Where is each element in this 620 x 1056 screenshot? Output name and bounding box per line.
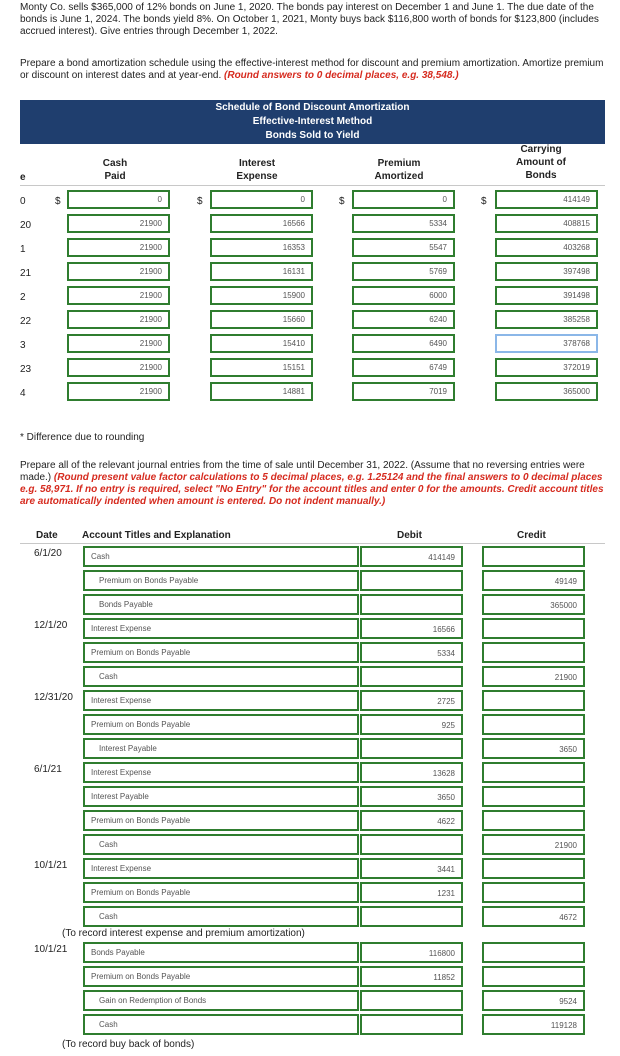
journal-row xyxy=(20,966,605,990)
journal-row xyxy=(20,570,605,594)
credit-input[interactable]: 119128 xyxy=(482,1014,585,1035)
journal-row xyxy=(20,594,605,618)
debit-input[interactable]: 3650 xyxy=(360,786,463,807)
entry-date: 12/1/20 xyxy=(34,620,68,631)
debit-input[interactable]: 116800 xyxy=(360,942,463,963)
problem-intro: Monty Co. sells $365,000 of 12% bonds on June 1, 2020. The bonds pay interest on December 1 and June 1. The due date of the bonds is June 1, 2024. The bonds yield 8%. On October 1, 2021, Monty buys back $116,800 worth of bonds for $123,800 (includes accrued interest). Give entries through December 1, 2022. xyxy=(20,2,599,37)
entry-date: 6/1/21 xyxy=(34,764,62,775)
journal-row xyxy=(20,642,605,666)
account-title-input[interactable]: Premium on Bonds Payable xyxy=(83,714,359,735)
journal-debit-header: Debit xyxy=(397,530,422,541)
cash-paid-input[interactable]: 21900 xyxy=(67,214,170,233)
debit-input[interactable] xyxy=(360,738,463,759)
journal-header-divider xyxy=(20,543,605,544)
account-title-input[interactable]: Premium on Bonds Payable xyxy=(83,966,359,987)
schedule-title: Schedule of Bond Discount Amortization xyxy=(215,102,410,113)
cash-paid-input[interactable]: 21900 xyxy=(67,310,170,329)
memo-interest: (To record interest expense and premium amortization) xyxy=(62,928,305,939)
credit-input[interactable]: 49149 xyxy=(482,570,585,591)
schedule-row xyxy=(20,214,605,238)
credit-input[interactable]: 21900 xyxy=(482,666,585,687)
debit-input[interactable] xyxy=(360,666,463,687)
journal-row xyxy=(20,942,605,966)
cash-paid-input[interactable]: 21900 xyxy=(67,262,170,281)
interest-expense-input[interactable]: 16131 xyxy=(210,262,313,281)
journal-row xyxy=(20,762,605,786)
journal-account-header: Account Titles and Explanation xyxy=(82,530,231,541)
interest-expense-input[interactable]: 15410 xyxy=(210,334,313,353)
period-label: 23 xyxy=(20,364,32,375)
journal-row xyxy=(20,666,605,690)
interest-expense-input[interactable]: 15151 xyxy=(210,358,313,377)
account-title-input[interactable]: Bonds Payable xyxy=(83,594,359,615)
account-title-input[interactable]: Cash xyxy=(83,906,359,927)
col-period-header: e xyxy=(20,172,26,183)
carrying-amount-input[interactable]: 378768 xyxy=(495,334,598,353)
period-label: 4 xyxy=(20,388,26,399)
debit-input[interactable]: 1231 xyxy=(360,882,463,903)
dollar-sign: $ xyxy=(197,196,203,207)
interest-expense-input[interactable]: 16353 xyxy=(210,238,313,257)
credit-input[interactable] xyxy=(482,618,585,639)
debit-input[interactable] xyxy=(360,1014,463,1035)
schedule-row xyxy=(20,238,605,262)
debit-input[interactable] xyxy=(360,906,463,927)
account-title-input[interactable]: Cash xyxy=(83,546,359,567)
credit-input[interactable]: 365000 xyxy=(482,594,585,615)
account-title-input[interactable]: Cash xyxy=(83,834,359,855)
cash-paid-input[interactable]: 21900 xyxy=(67,358,170,377)
rounding-note: * Difference due to rounding xyxy=(20,432,145,443)
carrying-amount-input[interactable]: 397498 xyxy=(495,262,598,281)
journal-row xyxy=(20,834,605,858)
cash-paid-input[interactable]: 21900 xyxy=(67,334,170,353)
premium-amortized-input[interactable]: 5769 xyxy=(352,262,455,281)
premium-amortized-input[interactable]: 6490 xyxy=(352,334,455,353)
journal-row xyxy=(20,618,605,642)
account-title-input[interactable]: Interest Expense xyxy=(83,858,359,879)
journal-row xyxy=(20,858,605,882)
carrying-amount-input[interactable]: 372019 xyxy=(495,358,598,377)
instruction-text: Prepare a bond amortization schedule using the effective-interest method for discount and premium amortization. Amortize premium or discount on interest dates and at year-end. xyxy=(20,58,604,81)
account-title-input[interactable]: Premium on Bonds Payable xyxy=(83,642,359,663)
schedule-row xyxy=(20,190,605,214)
period-label: 21 xyxy=(20,268,32,279)
journal-row xyxy=(20,882,605,906)
entry-date: 10/1/21 xyxy=(34,944,68,955)
cash-paid-input[interactable]: 21900 xyxy=(67,286,170,305)
journal-date-header: Date xyxy=(36,530,58,541)
account-title-input[interactable]: Interest Expense xyxy=(83,618,359,639)
premium-amortized-input[interactable]: 0 xyxy=(352,190,455,209)
interest-expense-input[interactable]: 15660 xyxy=(210,310,313,329)
premium-amortized-input[interactable]: 6000 xyxy=(352,286,455,305)
account-title-input[interactable]: Cash xyxy=(83,1014,359,1035)
interest-expense-input[interactable]: 15900 xyxy=(210,286,313,305)
journal-row xyxy=(20,810,605,834)
credit-input[interactable] xyxy=(482,966,585,987)
credit-input[interactable]: 9524 xyxy=(482,990,585,1011)
period-label: 2 xyxy=(20,292,26,303)
col-cash-header-line1: Cash xyxy=(102,158,128,169)
premium-amortized-input[interactable]: 7019 xyxy=(352,382,455,401)
credit-input[interactable] xyxy=(482,786,585,807)
journal-row xyxy=(20,546,605,570)
col-cash-header xyxy=(85,157,145,183)
debit-input[interactable] xyxy=(360,570,463,591)
account-title-input[interactable]: Premium on Bonds Payable xyxy=(83,810,359,831)
journal-row xyxy=(20,786,605,810)
dollar-sign: $ xyxy=(55,196,61,207)
col-carrying-header xyxy=(505,143,577,182)
col-carrying-header-line1: Carrying xyxy=(520,144,562,155)
journal-instruction-text: Prepare all of the relevant journal entries from the time of sale until December 31, 2022. (Assume that no reversing entries were made.) xyxy=(20,460,585,483)
entry-date: 12/31/20 xyxy=(34,692,73,703)
debit-input[interactable]: 4622 xyxy=(360,810,463,831)
period-label: 20 xyxy=(20,220,32,231)
dollar-sign: $ xyxy=(339,196,345,207)
credit-input[interactable] xyxy=(482,810,585,831)
period-label: 1 xyxy=(20,244,26,255)
memo-buyback: (To record buy back of bonds) xyxy=(62,1039,195,1050)
col-interest-header-line1: Interest xyxy=(238,158,276,169)
period-label: 22 xyxy=(20,316,32,327)
journal-rounding-instruction: (Round present value factor calculations to 5 decimal places, e.g. 1.25124 and the final answers to 0 decimal places e.g. 58,971. If no entry is required, select "No Entry" for the account titles and enter 0 for the amounts. Credit account titles are automatically indented when amount is entered. Do not indent manually.) xyxy=(20,472,604,507)
credit-input[interactable]: 4672 xyxy=(482,906,585,927)
debit-input[interactable]: 925 xyxy=(360,714,463,735)
account-title-input[interactable]: Gain on Redemption of Bonds xyxy=(83,990,359,1011)
credit-input[interactable] xyxy=(482,546,585,567)
debit-input[interactable] xyxy=(360,990,463,1011)
journal-credit-header: Credit xyxy=(517,530,546,541)
debit-input[interactable] xyxy=(360,594,463,615)
entry-date: 10/1/21 xyxy=(34,860,68,871)
cash-paid-input[interactable]: 21900 xyxy=(67,238,170,257)
col-premium-header-line1: Premium xyxy=(377,158,421,169)
premium-amortized-input[interactable]: 5334 xyxy=(352,214,455,233)
credit-input[interactable] xyxy=(482,762,585,783)
journal-instructions xyxy=(20,460,605,508)
carrying-amount-input[interactable]: 414149 xyxy=(495,190,598,209)
carrying-amount-input[interactable]: 403268 xyxy=(495,238,598,257)
schedule-row xyxy=(20,286,605,310)
credit-input[interactable]: 3650 xyxy=(482,738,585,759)
entry-date: 6/1/20 xyxy=(34,548,62,559)
account-title-input[interactable]: Premium on Bonds Payable xyxy=(83,570,359,591)
header-divider xyxy=(20,185,605,186)
carrying-amount-input[interactable]: 365000 xyxy=(495,382,598,401)
credit-input[interactable] xyxy=(482,642,585,663)
carrying-amount-input[interactable]: 408815 xyxy=(495,214,598,233)
credit-input[interactable] xyxy=(482,882,585,903)
journal-row xyxy=(20,1014,605,1038)
account-title-input[interactable]: Interest Expense xyxy=(83,762,359,783)
debit-input[interactable]: 2725 xyxy=(360,690,463,711)
premium-amortized-input[interactable]: 5547 xyxy=(352,238,455,257)
cash-paid-input[interactable]: 21900 xyxy=(67,382,170,401)
debit-input[interactable]: 414149 xyxy=(360,546,463,567)
account-title-input[interactable]: Cash xyxy=(83,666,359,687)
interest-expense-input[interactable]: 0 xyxy=(210,190,313,209)
interest-expense-input[interactable]: 16566 xyxy=(210,214,313,233)
debit-input[interactable] xyxy=(360,834,463,855)
schedule-row xyxy=(20,262,605,286)
credit-input[interactable] xyxy=(482,858,585,879)
cash-paid-input[interactable]: 0 xyxy=(67,190,170,209)
schedule-method: Effective-Interest Method xyxy=(252,116,373,127)
debit-input[interactable]: 13628 xyxy=(360,762,463,783)
interest-expense-input[interactable]: 14881 xyxy=(210,382,313,401)
account-title-input[interactable]: Interest Payable xyxy=(83,786,359,807)
debit-input[interactable]: 16566 xyxy=(360,618,463,639)
carrying-amount-input[interactable]: 391498 xyxy=(495,286,598,305)
period-label: 3 xyxy=(20,340,26,351)
carrying-amount-input[interactable]: 385258 xyxy=(495,310,598,329)
journal-row xyxy=(20,738,605,762)
account-title-input[interactable]: Interest Payable xyxy=(83,738,359,759)
col-cash-header-line2: Paid xyxy=(104,171,126,182)
rounding-instruction: (Round answers to 0 decimal places, e.g. 38,548.) xyxy=(224,70,459,81)
schedule-row xyxy=(20,382,605,406)
schedule-subtitle: Bonds Sold to Yield xyxy=(265,130,360,141)
journal-row xyxy=(20,990,605,1014)
schedule-title-banner xyxy=(20,100,605,144)
credit-input[interactable] xyxy=(482,690,585,711)
journal-row xyxy=(20,714,605,738)
col-premium-header-line2: Amortized xyxy=(374,171,424,182)
credit-input[interactable] xyxy=(482,942,585,963)
schedule-row xyxy=(20,358,605,382)
debit-input[interactable]: 5334 xyxy=(360,642,463,663)
period-label: 0 xyxy=(20,196,26,207)
col-carrying-header-line3: Bonds xyxy=(525,170,557,181)
account-title-input[interactable]: Bonds Payable xyxy=(83,942,359,963)
premium-amortized-input[interactable]: 6240 xyxy=(352,310,455,329)
schedule-row xyxy=(20,334,605,358)
credit-input[interactable] xyxy=(482,714,585,735)
debit-input[interactable]: 3441 xyxy=(360,858,463,879)
schedule-row xyxy=(20,310,605,334)
col-interest-header xyxy=(222,157,292,183)
dollar-sign: $ xyxy=(481,196,487,207)
col-interest-header-line2: Expense xyxy=(236,171,278,182)
journal-row xyxy=(20,906,605,930)
account-title-input[interactable]: Interest Expense xyxy=(83,690,359,711)
credit-input[interactable]: 21900 xyxy=(482,834,585,855)
schedule-instructions xyxy=(20,58,605,82)
col-premium-header xyxy=(363,157,435,183)
col-carrying-header-line2: Amount of xyxy=(516,157,566,168)
account-title-input[interactable]: Premium on Bonds Payable xyxy=(83,882,359,903)
premium-amortized-input[interactable]: 6749 xyxy=(352,358,455,377)
journal-row xyxy=(20,690,605,714)
debit-input[interactable]: 11852 xyxy=(360,966,463,987)
